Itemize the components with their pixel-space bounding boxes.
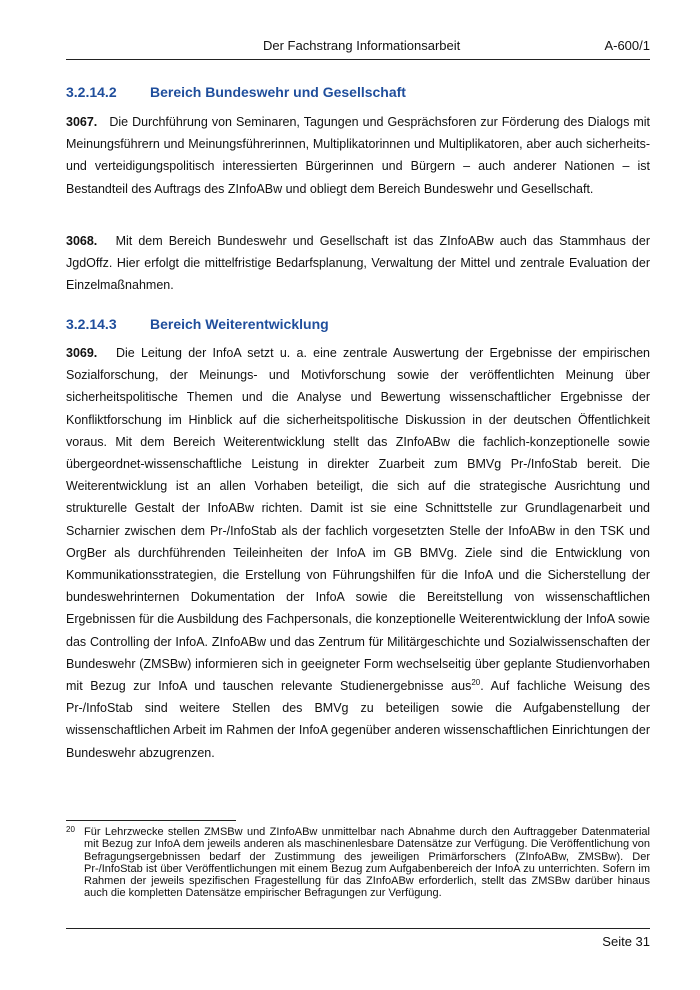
section-number: 3.2.14.2 [66,84,117,100]
paragraph-text: Mit dem Bereich Bundeswehr und Gesellschaft ist das ZInfoABw auch das Stammhaus der JgdOffz. Hier erfolgt die mittelfristige Bedarfsplanung, Verwaltung der Mittel und zentrale Evaluation der Einzelmaßnahmen. [66,234,650,293]
paragraph-3069 [66,342,650,764]
document-code: A-600/1 [604,38,650,53]
paragraph-text: Die Durchführung von Seminaren, Tagungen und Gesprächsforen zur Förderung des Dialogs mit Meinungsführern und Meinungsführerinnen, Multiplikatorinnen und Multiplikatoren, aber auch sicherheits- und verteidigungspolitisch interessierten Bürgerinnen und Bürgern – auch anderer Nationen – ist Bestandteil des Auftrags des ZInfoABw und obliegt dem Bereich Bundeswehr und Gesellschaft. [66,115,650,196]
paragraph-number: 3069. [66,346,98,360]
paragraph-text-continued: . Auf fachliche Weisung des Pr-/InfoStab sind weitere Stellen des BMVg zu beteiligen sowie die Aufgabenstellung der wissenschaftlichen Arbeit im Rahmen der InfoA gegenüber anderen wissenschaftlichen Einrichtungen der Bundeswehr abzugrenzen. [66,679,650,760]
footer-divider [66,928,650,929]
section-title: Bereich Bundeswehr und Gesellschaft [150,84,406,100]
section-heading [66,316,329,332]
footnote-divider [66,820,236,821]
page-header [66,38,650,60]
section-heading [66,84,406,100]
section-title: Bereich Weiterentwicklung [150,316,329,332]
footnote-reference[interactable]: 20 [471,677,481,687]
section-number: 3.2.14.3 [66,316,117,332]
footnote-text: Für Lehrzwecke stellen ZMSBw und ZInfoABw unmittelbar nach Abnahme durch den Auftraggeber Datenmaterial mit Bezug zur InfoA dem jeweils anderen als maschinenlesbare Datensätze zur Verfügung. Die Veröffentlichung von Befragungsergebnissen bedarf der Zustimmung des jeweiligen Primärforschers (ZInfoABw, ZMSBw). Der Pr-/InfoStab ist über Veröffentlichungen mit einem Bezug zum Aufgabenbereich der InfoA zu unterrichten. Sofern im Rahmen der jeweils spezifischen Fragestellung für das ZInfoABw erforderlich, stellt das ZMSBw darüber hinaus auch die kompletten Datensätze empirischer Befragungen zur Verfügung. [84,826,650,900]
page-number: Seite 31 [602,934,650,949]
paragraph-3067 [66,111,650,200]
paragraph-3068 [66,230,650,297]
footnote [66,826,650,900]
header-title: Der Fachstrang Informationsarbeit [263,38,461,53]
footnote-mark: 20 [66,825,75,834]
paragraph-number: 3067. [66,115,98,129]
paragraph-text: Die Leitung der InfoA setzt u. a. eine zentrale Auswertung der Ergebnisse der empirischen Sozialforschung, der Meinungs- und Motivforschung sowie der veröffentlichten Meinung über sicherheitspolitische Themen und die Analyse und Bewertung wissenschaftlicher Ergebnisse der Konfliktforschung im Hinblick auf die sicherheitspolitische Diskussion in der deutschen Öffentlichkeit voraus. Mit dem Bereich Weiterentwicklung stellt das ZInfoABw die fachlich-konzeptionelle sowie übergeordnet-wissenschaftliche Leistung in direkter Zuarbeit zum BMVg Pr-/InfoStab bereit. Die Weiterentwicklung ist an allen Vorhaben beteiligt, die sich auf die strategische Ausrichtung und strukturelle Gestalt der InfoABw richten. Damit ist sie eine Schnittstelle zur Grundlagenarbeit und Scharnier zwischen dem Pr-/InfoStab als der fachlich vorgesetzten Stelle der InfoABw in den TSK und OrgBer als durchführenden Teileinheiten der InfoA im GB BMVg. Ziele sind die Entwicklung von Kommunikationsstrategien, die Erstellung von Führungshilfen für die InfoA und die Sicherstellung der bundeswehrinternen Dokumentation der InfoA sowie die Bereitstellung von wissenschaftlichen Ergebnissen für die Ausbildung des Fachpersonals, die konzeptionelle Weiterentwicklung der InfoA sowie das Controlling der InfoA. ZInfoABw und das Zentrum für Militärgeschichte und Sozialwissenschaften der Bundeswehr (ZMSBw) informieren sich in geeigneter Form wechselseitig über geplante Studienvorhaben mit Bezug zur InfoA und tauschen relevante Studienergebnisse aus [66,346,650,694]
paragraph-number: 3068. [66,234,98,248]
